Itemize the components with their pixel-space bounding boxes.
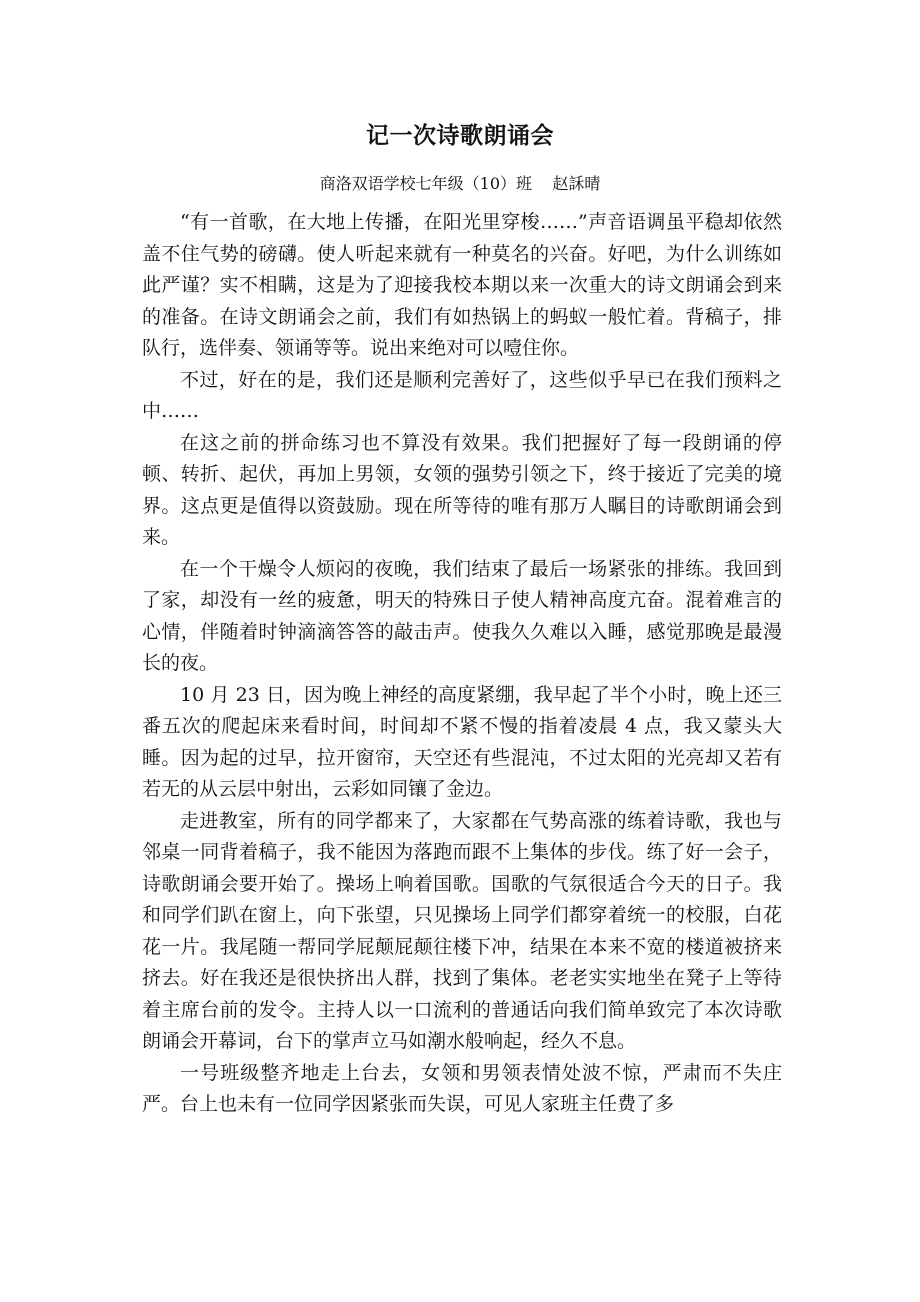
- paragraph: 10 月 23 日，因为晚上神经的高度紧绷，我早起了半个小时，晚上还三番五次的爬起床来看时间，时间却不紧不慢的指着凌晨 4 点，我又蒙头大睡。因为起的过早，拉开窗帘，天空还有些混沌，不过太阳的光亮却又若有若无的从云层中射出，云彩如同镶了金边。: [142, 683, 782, 800]
- paragraph: 走进教室，所有的同学都来了，大家都在气势高涨的练着诗歌，我也与邻桌一同背着稿子，我不能因为落跑而跟不上集体的步伐。练了好一会子，诗歌朗诵会要开始了。操场上响着国歌。国歌的气氛很适合今天的日子。我和同学们趴在窗上，向下张望，只见操场上同学们都穿着统一的校服，白花花一片。我尾随一帮同学屁颠屁颠往楼下冲，结果在本来不宽的楼道被挤来挤去。好在我还是很快挤出人群，找到了集体。老老实实地坐在凳子上等待着主席台前的发令。主持人以一口流利的普通话向我们简单致完了本次诗歌朗诵会开幕词，台下的掌声立马如潮水般响起，经久不息。: [142, 809, 782, 1052]
- paragraph: 在一个干燥令人烦闷的夜晚，我们结束了最后一场紧张的排练。我回到了家，却没有一丝的疲惫，明天的特殊日子使人精神高度亢奋。混着难言的心情，伴随着时钟滴滴答答的敲击声。使我久久难以入睡，感觉那晚是最漫长的夜。: [142, 557, 782, 674]
- document-body: [142, 207, 782, 1121]
- paragraph: 一号班级整齐地走上台去，女领和男领表情处波不惊，严肃而不失庄严。台上也未有一位同学因紧张而失误，可见人家班主任费了多: [142, 1061, 782, 1115]
- paragraph: 不过，好在的是，我们还是顺利完善好了，这些似乎早已在我们预料之中……: [142, 368, 782, 422]
- paragraph: “有一首歌，在大地上传播，在阳光里穿梭……”声音语调虽平稳却依然盖不住气势的磅礴。使人听起来就有一种莫名的兴奋。好吧，为什么训练如此严谨？实不相瞒，这是为了迎接我校本期以来一次重大的诗文朗诵会到来的准备。在诗文朗诵会之前，我们有如热锅上的蚂蚁一般忙着。背稿子，排队行，选伴奏、领诵等等。说出来绝对可以噎住你。: [142, 211, 782, 359]
- document-title: 记一次诗歌朗诵会: [366, 123, 554, 149]
- author-line: 商洛双语学校七年级（10）班 赵訸晴: [319, 174, 601, 193]
- paragraph: 在这之前的拼命练习也不算没有效果。我们把握好了每一段朗诵的停顿、转折、起伏，再加上男领，女领的强势引领之下，终于接近了完美的境界。这点更是值得以资鼓励。现在所等待的唯有那万人瞩目的诗歌朗诵会到来。: [142, 431, 782, 548]
